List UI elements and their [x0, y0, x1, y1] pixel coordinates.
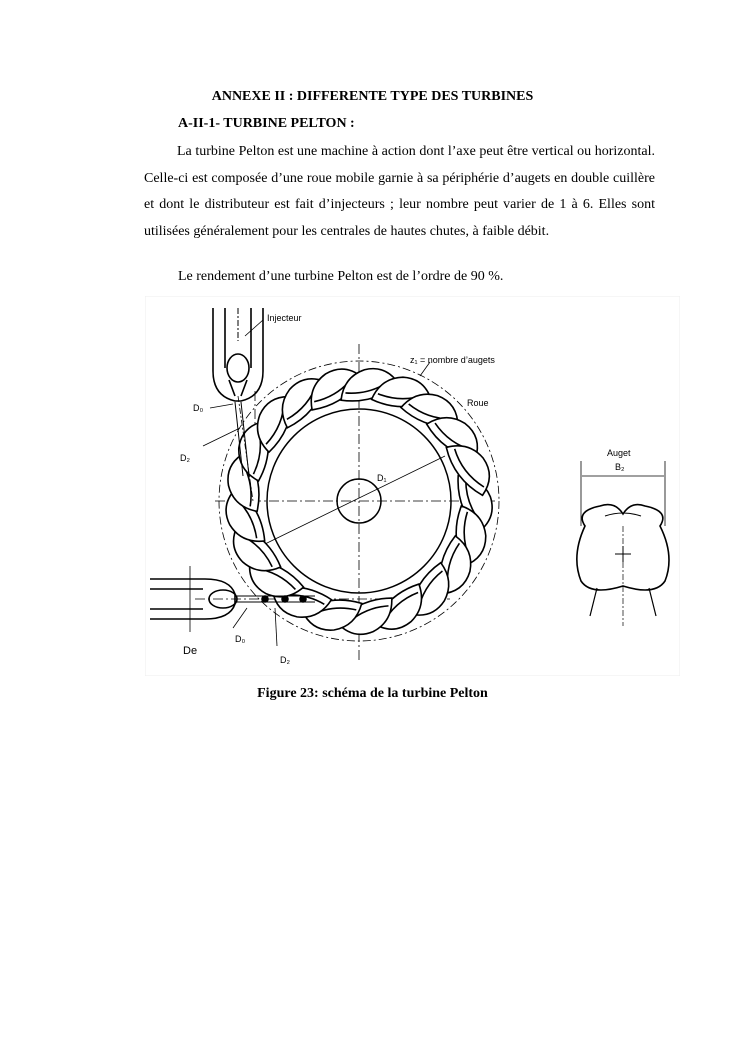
label-b2: B₂ — [615, 462, 625, 472]
section-title: A-II-1- TURBINE PELTON : — [178, 116, 355, 131]
label-d2-top: D₂ — [180, 453, 190, 463]
pelton-figure — [145, 296, 680, 676]
figure-caption: Figure 23: schéma de la turbine Pelton — [257, 686, 488, 701]
body-paragraph-2: Le rendement d’une turbine Pelton est de l’ordre de 90 %. — [178, 269, 504, 284]
label-d0-top: D₀ — [193, 403, 204, 413]
label-d2-bottom: D₂ — [280, 655, 290, 665]
body-paragraph-1: La turbine Pelton est une machine à action dont l’axe peut être vertical ou horizontal. Celle-ci est composée d’une roue mobile garnie à sa périphérie d’augets en double cuillère et dont le distributeur est fait d’injecteurs ; leur nombre peut varier de 1 à 6. Elles sont utilisées généralement pour les centrales de hautes chutes, à faible débit. — [144, 144, 655, 239]
label-injecteur: Injecteur — [267, 313, 302, 323]
label-auget: Auget — [607, 448, 631, 458]
label-d1: D₁ — [377, 473, 387, 483]
label-d0-bottom: D₀ — [235, 634, 246, 644]
label-z1: z₁ = nombre d’augets — [410, 355, 495, 365]
page-heading: ANNEXE II : DIFFERENTE TYPE DES TURBINES — [211, 89, 534, 104]
pelton-diagram — [145, 296, 680, 676]
label-roue: Roue — [467, 398, 489, 408]
label-de: De — [183, 645, 198, 657]
